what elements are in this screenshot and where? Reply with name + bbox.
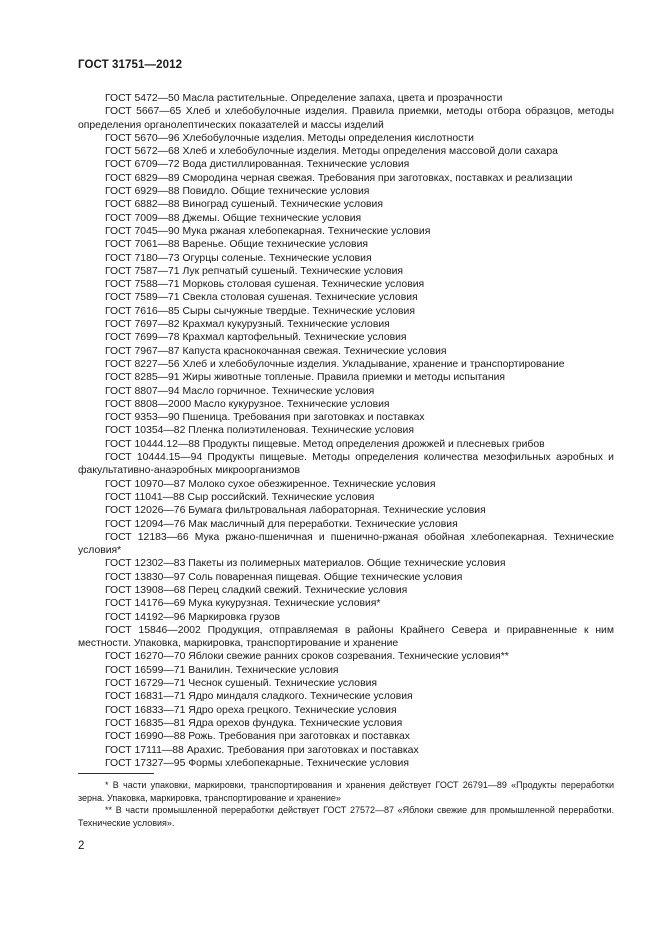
reference-item: ГОСТ 10444.12—88 Продукты пищевые. Метод определения дрожжей и плесневых грибов [105,438,545,450]
footnotes [78,779,614,829]
reference-item: ГОСТ 6929—88 Повидло. Общие технические условия [105,186,370,198]
reference-item: ГОСТ 12302—83 Пакеты из полимерных материалов. Общие технические условия [105,558,506,570]
reference-item: ГОСТ 7589—71 Свекла столовая сушеная. Технические условия [105,292,418,304]
reference-item: ГОСТ 12183—66 Мука ржано-пшеничная и пшенично-ржаная обойная хлебопекарная. Технические условия* [78,531,614,557]
reference-item: ГОСТ 7699—78 Крахмал картофельный. Технические условия [105,332,407,344]
reference-item: ГОСТ 9353—90 Пшеница. Требования при заготовках и поставках [105,412,425,424]
footnote-divider [78,773,154,774]
reference-item: ГОСТ 8227—56 Хлеб и хлебобулочные изделия. Укладывание, хранение и транспортирование [105,358,565,370]
reference-item: ГОСТ 10444.15—94 Продукты пищевые. Методы определения количества мезофильных аэробных и факультативно-анаэробных микроорганизмов [78,452,614,477]
normative-references-list [78,92,614,770]
reference-item: ГОСТ 14176—69 Мука кукурузная. Технические условия* [105,598,381,610]
page-number: 2 [78,840,85,852]
reference-item: ГОСТ 16833—71 Ядро ореха грецкого. Технические условия [105,704,397,716]
footnote-item: * В части упаковки, маркировки, транспортирования и хранения действует ГОСТ 26791—89 «Продукты переработки зерна. Упаковка, маркировка, транспортирование и хранение» [78,780,614,803]
reference-item: ГОСТ 17327—95 Формы хлебопекарные. Технические условия [105,757,409,769]
footnote-item: ** В части промышленной переработки действует ГОСТ 27572—87 «Яблоки свежие для промышленной переработки. Технические условия». [78,805,614,828]
reference-item: ГОСТ 10354—82 Пленка полиэтиленовая. Технические условия [105,425,414,437]
reference-item: ГОСТ 5472—50 Масла растительные. Определение запаха, цвета и прозрачности [105,93,503,104]
reference-item: ГОСТ 16990—88 Рожь. Требования при заготовках и поставках [105,731,410,743]
reference-item: ГОСТ 13908—68 Перец сладкий свежий. Технические условия [105,584,408,596]
reference-item: ГОСТ 12094—76 Мак масличный для переработки. Технические условия [105,518,458,530]
reference-item: ГОСТ 7180—73 Огурцы соленые. Технические условия [105,252,372,264]
reference-item: ГОСТ 5672—68 Хлеб и хлебобулочные изделия. Методы определения массовой доли сахара [105,146,558,158]
reference-item: ГОСТ 17111—88 Арахис. Требования при заготовках и поставках [105,744,419,756]
reference-item: ГОСТ 16831—71 Ядро миндаля сладкого. Технические условия [105,691,413,703]
reference-item: ГОСТ 7697—82 Крахмал кукурузный. Технические условия [105,319,390,331]
reference-item: ГОСТ 8808—2000 Масло кукурузное. Технические условия [105,398,390,410]
reference-item: ГОСТ 7588—71 Морковь столовая сушеная. Технические условия [105,279,425,291]
reference-item: ГОСТ 10970—87 Молоко сухое обезжиренное. Технические условия [105,478,436,490]
reference-item: ГОСТ 14192—96 Маркировка грузов [105,611,281,623]
reference-item: ГОСТ 13830—97 Соль поваренная пищевая. Общие технические условия [105,571,463,583]
reference-item: ГОСТ 7967—87 Капуста краснокочанная свежая. Технические условия [105,345,447,357]
reference-item: ГОСТ 15846—2002 Продукция, отправляемая в районы Крайнего Севера и приравненные к ним местности. Упаковка, маркировка, транспортирование и хранение [78,624,614,650]
reference-item: ГОСТ 6882—88 Виноград сушеный. Технические условия [105,199,383,211]
reference-item: ГОСТ 7616—85 Сыры сычужные твердые. Технические условия [105,305,415,317]
reference-item: ГОСТ 16835—81 Ядра орехов фундука. Технические условия [105,717,403,729]
reference-item: ГОСТ 6709—72 Вода дистиллированная. Технические условия [105,159,410,171]
reference-item: ГОСТ 6829—89 Смородина черная свежая. Требования при заготовках, поставках и реализации [105,172,573,184]
reference-item: ГОСТ 16270—70 Яблоки свежие ранних сроков созревания. Технические условия** [105,651,509,663]
reference-item: ГОСТ 12026—76 Бумага фильтровальная лабораторная. Технические условия [105,505,486,517]
reference-item: ГОСТ 11041—88 Сыр российский. Технические условия [105,491,375,503]
reference-item: ГОСТ 7587—71 Лук репчатый сушеный. Технические условия [105,265,404,277]
reference-item: ГОСТ 8285—91 Жиры животные топленые. Правила приемки и методы испытания [105,372,505,384]
reference-item: ГОСТ 7061—88 Варенье. Общие технические условия [105,239,369,251]
document-header: ГОСТ 31751—2012 [78,59,183,71]
reference-item: ГОСТ 7045—90 Мука ржаная хлебопекарная. Технические условия [105,225,431,237]
reference-item: ГОСТ 7009—88 Джемы. Общие технические условия [105,212,362,224]
reference-item: ГОСТ 5670—96 Хлебобулочные изделия. Методы определения кислотности [105,132,474,144]
reference-item: ГОСТ 16729—71 Чеснок сушеный. Технические условия [105,678,378,690]
reference-item: ГОСТ 5667—65 Хлеб и хлебобулочные изделия. Правила приемки, методы отбора образцов, методы определения органолептических показателей и массы изделий [78,106,614,131]
reference-item: ГОСТ 8807—94 Масло горчичное. Технические условия [105,385,375,397]
reference-item: ГОСТ 16599—71 Ванилин. Технические условия [105,664,339,676]
